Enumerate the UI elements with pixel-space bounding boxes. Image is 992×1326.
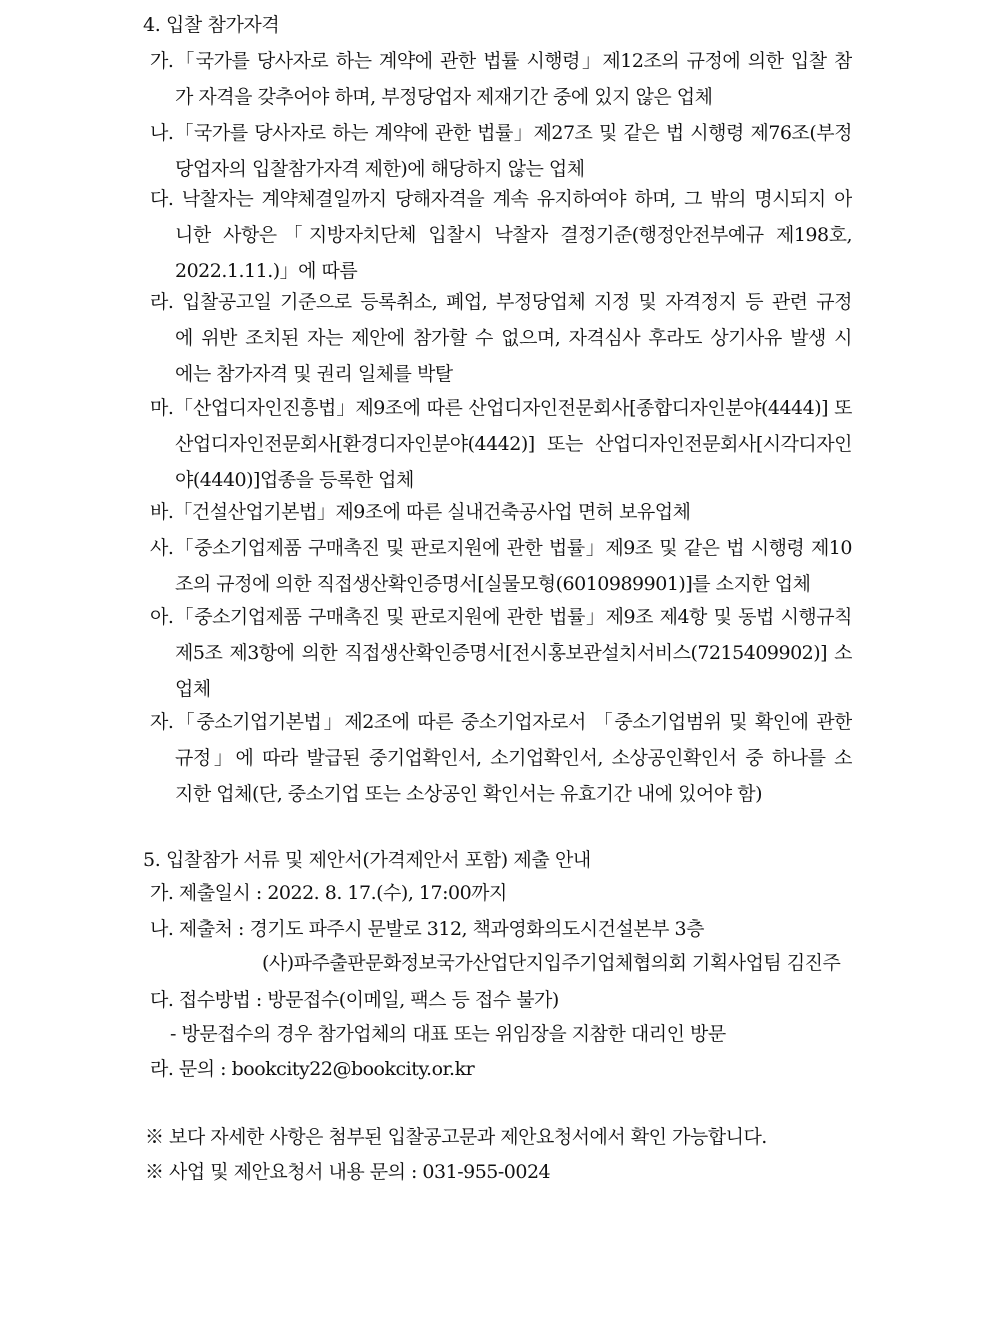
item-line: 가.「국가를 당사자로 하는 계약에 관한 법률 시행령」제12조의 규정에 의한 입찰 참 [150,50,852,72]
section4-item-ja [150,704,852,812]
submission-deadline: 가. 제출일시 : 2022. 8. 17.(수), 17:00까지 [150,882,507,904]
inquiry-email: 라. 문의 : bookcity22@bookcity.or.kr [150,1058,475,1080]
submission-place: 나. 제출처 : 경기도 파주시 문발로 312, 책과영화의도시건설본부 3층 [150,918,705,940]
item-line: 에는 참가자격 및 권리 일체를 박탈 [175,363,453,385]
section4-item-ma [150,390,852,498]
submission-method: 다. 접수방법 : 방문접수(이메일, 팩스 등 접수 불가) [150,989,559,1011]
item-line: 바.「건설산업기본법」제9조에 따른 실내건축공사업 면허 보유업체 [150,501,691,523]
item-line: 지한 업체(단, 중소기업 또는 소상공인 확인서는 유효기간 내에 있어야 함) [175,783,762,805]
section4-item-sa [150,530,852,602]
item-line: 나.「국가를 당사자로 하는 계약에 관한 법률」제27조 및 같은 법 시행령 제76조(부정 [150,122,852,144]
item-line: 다. 낙찰자는 계약체결일까지 당해자격을 계속 유지하여야 하며, 그 밖의 명시되지 아 [150,188,852,210]
section4-heading: 4. 입찰 참가자격 [143,14,280,36]
item-line: 가 자격을 갖추어야 하며, 부정당업자 제재기간 중에 있지 않은 업체 [175,86,713,108]
item-line: 야(4440)]업종을 등록한 업체 [175,469,414,491]
item-line: 에 위반 조치된 자는 제안에 참가할 수 없으며, 자격심사 후라도 상기사유 발생 시 [175,327,852,349]
item-line: 니한 사항은「지방자치단체 입찰시 낙찰자 결정기준(행정안전부예규 제198호, [175,224,852,246]
item-line: 사.「중소기업제품 구매촉진 및 판로지원에 관한 법률」제9조 및 같은 법 시행령 제10 [150,537,852,559]
submission-method-note: - 방문접수의 경우 참가업체의 대표 또는 위임장을 지참한 대리인 방문 [170,1023,726,1045]
section4-item-ba [150,494,852,530]
item-line: 제5조 제3항에 의한 직접생산확인증명서[전시홍보관설치서비스(7215409902)] 소 [175,642,852,664]
item-line: 업체 [175,678,211,700]
section4-item-na [150,115,852,187]
note-details: ※ 보다 자세한 사항은 첨부된 입찰공고문과 제안요청서에서 확인 가능합니다. [145,1126,767,1148]
item-line: 2022.1.11.)」에 따름 [175,260,358,282]
item-line: 자.「중소기업기본법」제2조에 따른 중소기업자로서 「중소기업범위 및 확인에 관한 [150,711,852,733]
item-line: 라. 입찰공고일 기준으로 등록취소, 폐업, 부정당업체 지정 및 자격정지 등 관련 규정 [150,291,852,313]
section4-item-ga [150,43,852,115]
section4-item-a [150,599,852,707]
section4-item-ra [150,284,852,392]
submission-place-organization: (사)파주출판문화정보국가산업단지입주기업체협의회 기획사업팀 김진주 [262,952,841,974]
item-line: 당업자의 입찰참가자격 제한)에 해당하지 않는 업체 [175,158,585,180]
note-contact-phone: ※ 사업 및 제안요청서 내용 문의 : 031-955-0024 [145,1161,551,1183]
section4-item-da [150,181,852,289]
item-line: 마.「산업디자인진흥법」제9조에 따른 산업디자인전문회사[종합디자인분야(4444)] 또 [150,397,852,419]
item-line: 규정」에 따라 발급된 중기업확인서, 소기업확인서, 소상공인확인서 중 하나를 소 [175,747,852,769]
item-line: 아.「중소기업제품 구매촉진 및 판로지원에 관한 법률」제9조 제4항 및 동법 시행규칙 [150,606,852,628]
item-line: 산업디자인전문회사[환경디자인분야(4442)] 또는 산업디자인전문회사[시각디자인 [175,433,852,455]
section5-heading: 5. 입찰참가 서류 및 제안서(가격제안서 포함) 제출 안내 [143,849,591,871]
item-line: 조의 규정에 의한 직접생산확인증명서[실물모형(6010989901)]를 소지한 업체 [175,573,811,595]
